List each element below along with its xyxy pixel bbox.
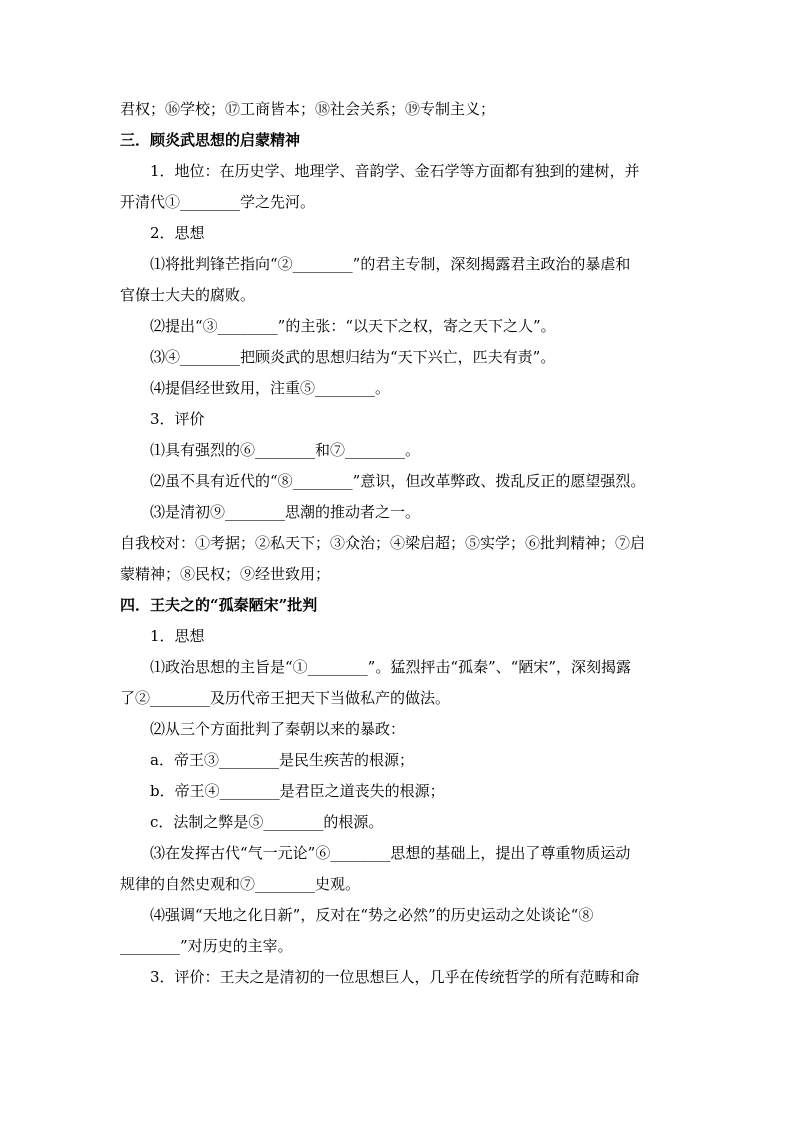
text-line: ⑴具有强烈的⑥________和⑦________。 (150, 441, 421, 459)
text-line: 规律的自然史观和⑦________史观。 (120, 875, 361, 893)
text-line: 3．评价 (150, 410, 205, 428)
document-body (120, 94, 680, 993)
text-line: 1．地位：在历史学、地理学、音韵学、金石学等方面都有独到的建树，并 (150, 162, 640, 180)
text-line: 君权；⑯学校；⑰工商皆本；⑱社会关系；⑲专制主义； (120, 100, 496, 118)
section-heading: 三．顾炎武思想的启蒙精神 (120, 131, 301, 149)
text-line: 2．思想 (150, 224, 205, 242)
text-line: 开清代①________学之先河。 (120, 193, 316, 211)
text-line: 官僚士大夫的腐败。 (120, 286, 256, 304)
text-line: ⑴将批判锋芒指向“②________”的君主专制，深刻揭露君主政治的暴虐和 (150, 255, 631, 273)
text-line: 1．思想 (150, 627, 205, 645)
text-line: ⑶是清初⑨________思潮的推动者之一。 (150, 503, 421, 521)
text-line: 自我校对：①考据；②私天下；③众治；④梁启超；⑤实学；⑥批判精神；⑦启 (120, 534, 646, 552)
text-line: 了②________及历代帝王把天下当做私产的做法。 (120, 689, 451, 707)
text-line: c．法制之弊是⑤________的根源。 (150, 813, 384, 831)
text-line: ⑵提出“③________”的主张：“以天下之权，寄之天下之人”。 (150, 317, 556, 335)
text-line: b．帝王④________是君臣之道丧失的根源； (150, 782, 445, 800)
text-line: ⑷提倡经世致用，注重⑤________。 (150, 379, 391, 397)
text-line: ⑵从三个方面批判了秦朝以来的暴政： (150, 720, 406, 738)
text-line: ________”对历史的主宰。 (120, 937, 293, 955)
text-line: ⑵虽不具有近代的“⑧________”意识，但改革弊政、拨乱反正的愿望强烈。 (150, 472, 646, 490)
text-line: ⑴政治思想的主旨是“①________”。猛烈抨击“孤秦”、“陋宋”，深刻揭露 (150, 658, 632, 676)
text-line: 蒙精神；⑧民权；⑨经世致用； (120, 565, 331, 583)
text-line: 3．评价：王夫之是清初的一位思想巨人，几乎在传统哲学的所有范畴和命 (150, 968, 640, 986)
text-line: ⑷强调“天地之化日新”，反对在“势之必然”的历史运动之处谈论“⑧ (150, 906, 594, 924)
text-line: ⑶在发挥古代“气一元论”⑥________思想的基础上，提出了尊重物质运动 (150, 844, 631, 862)
text-line: ⑶④________把顾炎武的思想归结为“天下兴亡，匹夫有责”。 (150, 348, 556, 366)
section-heading: 四．王夫之的“孤秦陋宋”批判 (120, 596, 318, 614)
text-line: a．帝王③________是民生疾苦的根源； (150, 751, 414, 769)
